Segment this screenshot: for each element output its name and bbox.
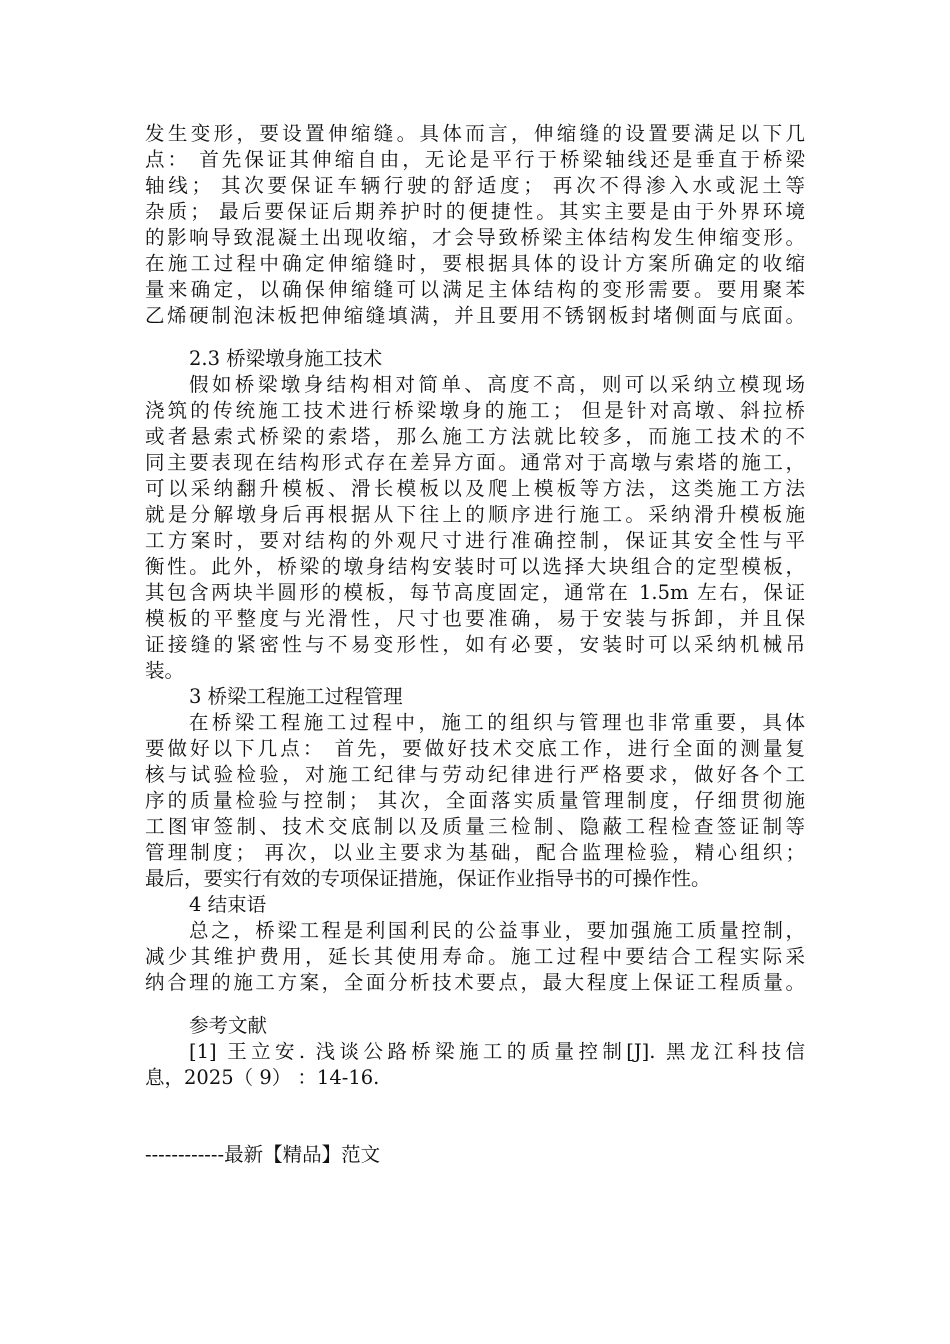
body-line: 假如桥梁墩身结构相对简单、高度不高，则可以采纳立模现场 bbox=[189, 373, 805, 396]
body-line: 模板的平整度与光滑性，尺寸也要准确，易于安装与拆卸，并且保 bbox=[145, 607, 805, 630]
body-line: 衡性。此外，桥梁的墩身结构安装时可以选择大块组合的定型模板， bbox=[145, 555, 805, 578]
body-line: 总之，桥梁工程是利国利民的公益事业，要加强施工质量控制， bbox=[189, 919, 805, 942]
section-heading: 2.3 桥梁墩身施工技术 bbox=[189, 347, 383, 370]
body-line: 的影响导致混凝土出现收缩，才会导致桥梁主体结构发生伸缩变形。 bbox=[145, 226, 805, 249]
section-heading: 4 结束语 bbox=[189, 893, 267, 916]
body-line: 减少其维护费用，延长其使用寿命。施工过程中要结合工程实际采 bbox=[145, 945, 805, 968]
body-line: 管理制度； 再次，以业主要求为基础，配合监理检验，精心组织； bbox=[145, 841, 805, 864]
reference-item: [1] 王立安. 浅谈公路桥梁施工的质量控制[J]. 黑龙江科技信 bbox=[189, 1040, 805, 1063]
body-line: 浇筑的传统施工技术进行桥梁墩身的施工； 但是针对高墩、斜拉桥 bbox=[145, 399, 805, 422]
body-line: 最后，要实行有效的专项保证措施，保证作业指导书的可操作性。 bbox=[145, 867, 711, 890]
section-heading: 3 桥梁工程施工过程管理 bbox=[189, 685, 403, 708]
body-line: 量来确定，以确保伸缩缝可以满足主体结构的变形需要。要用聚苯 bbox=[145, 278, 805, 301]
body-line: 在施工过程中确定伸缩缝时，要根据具体的设计方案所确定的收缩 bbox=[145, 252, 805, 275]
reference-item: 息，2025（ 9） ：14-16. bbox=[145, 1066, 380, 1089]
body-line: 发生变形，要设置伸缩缝。具体而言，伸缩缝的设置要满足以下几 bbox=[145, 122, 805, 145]
body-line: 乙烯硬制泡沫板把伸缩缝填满，并且要用不锈钢板封堵侧面与底面。 bbox=[145, 304, 805, 327]
body-line: 轴线； 其次要保证车辆行驶的舒适度； 再次不得渗入水或泥土等 bbox=[145, 174, 805, 197]
body-line: 证接缝的紧密性与不易变形性，如有必要，安装时可以采纳机械吊 bbox=[145, 633, 805, 656]
body-line: 或者悬索式桥梁的索塔，那么施工方法就比较多，而施工技术的不 bbox=[145, 425, 805, 448]
body-line: 其包含两块半圆形的模板，每节高度固定，通常在 1.5m 左右，保证 bbox=[145, 581, 805, 604]
body-line: 在桥梁工程施工过程中，施工的组织与管理也非常重要，具体 bbox=[189, 711, 805, 734]
body-line: 序的质量检验与控制； 其次，全面落实质量管理制度，仔细贯彻施 bbox=[145, 789, 805, 812]
body-line: 同主要表现在结构形式存在差异方面。通常对于高墩与索塔的施工， bbox=[145, 451, 805, 474]
body-line: 工图审签制、技术交底制以及质量三检制、隐蔽工程检查签证制等 bbox=[145, 815, 805, 838]
footer-tag: ------------最新【精品】范文 bbox=[145, 1143, 381, 1166]
body-line: 核与试验检验，对施工纪律与劳动纪律进行严格要求，做好各个工 bbox=[145, 763, 805, 786]
body-line: 要做好以下几点： 首先，要做好技术交底工作，进行全面的测量复 bbox=[145, 737, 805, 760]
body-line: 就是分解墩身后再根据从下往上的顺序进行施工。采纳滑升模板施 bbox=[145, 503, 805, 526]
body-line: 工方案时，要对结构的外观尺寸进行准确控制，保证其安全性与平 bbox=[145, 529, 805, 552]
body-line: 可以采纳翻升模板、滑长模板以及爬上模板等方法，这类施工方法 bbox=[145, 477, 805, 500]
body-line: 装。 bbox=[145, 659, 185, 682]
references-heading: 参考文献 bbox=[189, 1014, 268, 1037]
body-line: 纳合理的施工方案，全面分析技术要点，最大程度上保证工程质量。 bbox=[145, 971, 805, 994]
body-line: 点： 首先保证其伸缩自由，无论是平行于桥梁轴线还是垂直于桥梁 bbox=[145, 148, 805, 171]
body-line: 杂质； 最后要保证后期养护时的便捷性。其实主要是由于外界环境 bbox=[145, 200, 805, 223]
